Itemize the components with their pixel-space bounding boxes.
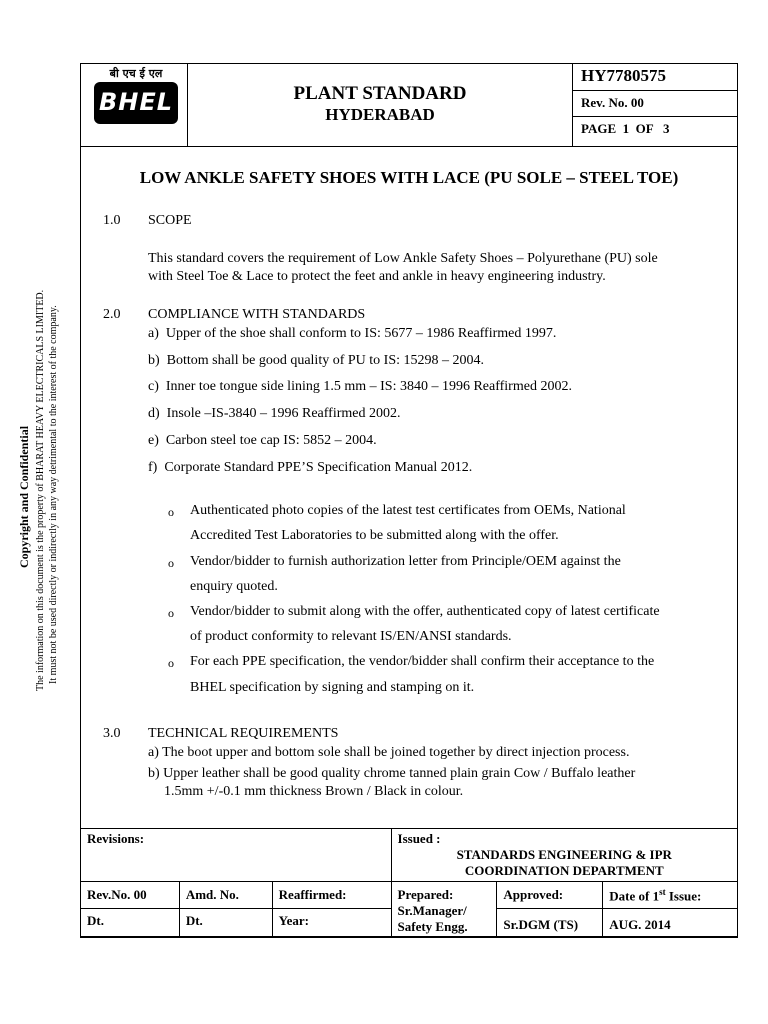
section-3-title: TECHNICAL REQUIREMENTS bbox=[148, 726, 339, 741]
page-indicator: PAGE 1 OF 3 bbox=[581, 121, 670, 136]
revision-number: Rev. No. 00 bbox=[581, 95, 644, 110]
revision-table bbox=[80, 828, 738, 938]
section-2-number: 2.0 bbox=[103, 307, 121, 322]
section-2-item-e: e) Carbon steel toe cap IS: 5852 – 2004. bbox=[148, 433, 377, 448]
section-1-number: 1.0 bbox=[103, 213, 121, 228]
amd-no-cell: Amd. No. bbox=[179, 882, 272, 909]
prepared-by-line1: Sr.Manager/ bbox=[397, 903, 467, 918]
bullet-1-line2: Accredited Test Laboratories to be submitted along with the offer. bbox=[190, 528, 559, 543]
bullet-marker: o bbox=[168, 656, 174, 670]
section-2-item-d: d) Insole –IS-3840 – 1996 Reaffirmed 2002. bbox=[148, 406, 401, 421]
prepared-cell bbox=[391, 882, 497, 938]
section-3-number: 3.0 bbox=[103, 726, 121, 741]
header-bottom-rule bbox=[80, 146, 738, 147]
bullet-2-line2: enquiry quoted. bbox=[190, 579, 278, 594]
bullet-marker: o bbox=[168, 505, 174, 519]
side-copyright-line1: The information on this document is the property of BHARAT HEAVY ELECTRICALS LIMITED. bbox=[35, 289, 46, 691]
section-2-item-b: b) Bottom shall be good quality of PU to IS: 15298 – 2004. bbox=[148, 353, 484, 368]
section-2-item-f: f) Corporate Standard PPE’S Specification Manual 2012. bbox=[148, 460, 473, 475]
issued-by-line2: COORDINATION DEPARTMENT bbox=[464, 863, 664, 878]
revision-table-row bbox=[81, 882, 738, 909]
side-copyright-line2: It must not be used directly or indirectly in any way detrimental to the interest of the company. bbox=[48, 305, 59, 684]
year-cell: Year: bbox=[272, 909, 391, 938]
first-issue-label-b: Issue: bbox=[665, 888, 702, 904]
bullet-2-line1: Vendor/bidder to furnish authorization letter from Principle/OEM against the bbox=[190, 554, 621, 569]
doc-number: HY7780575 bbox=[581, 66, 666, 85]
bullet-marker: o bbox=[168, 556, 174, 570]
issued-cell bbox=[391, 829, 737, 882]
prepared-label: Prepared: bbox=[397, 887, 454, 902]
issued-label: Issued : bbox=[397, 831, 441, 846]
first-issue-label-a: Date of 1 bbox=[609, 888, 660, 904]
first-issue-label-sup: st bbox=[659, 887, 666, 897]
rev-no-cell: Rev.No. 00 bbox=[81, 882, 180, 909]
bullet-3-line2: of product conformity to relevant IS/EN/ANSI standards. bbox=[190, 629, 512, 644]
side-copyright-heading: Copyright and Confidential bbox=[17, 425, 31, 568]
section-3-item-a: a) The boot upper and bottom sole shall be joined together by direct injection process. bbox=[148, 745, 630, 760]
section-2-item-c: c) Inner toe tongue side lining 1.5 mm – IS: 3840 – 1996 Reaffirmed 2002. bbox=[148, 379, 572, 394]
section-1-title: SCOPE bbox=[148, 213, 192, 228]
page-frame bbox=[80, 63, 738, 937]
dt-cell-2: Dt. bbox=[179, 909, 272, 938]
bullet-1-line1: Authenticated photo copies of the latest test certificates from OEMs, National bbox=[190, 503, 626, 518]
approved-by-cell: Sr.DGM (TS) bbox=[497, 909, 603, 938]
bhel-logo bbox=[92, 66, 180, 126]
document-title: LOW ANKLE SAFETY SHOES WITH LACE (PU SOLE – STEEL TOE) bbox=[139, 168, 679, 187]
revision-table-row bbox=[81, 829, 738, 882]
bullet-4-line2: BHEL specification by signing and stamping on it. bbox=[190, 680, 475, 695]
header-cell-rule-1 bbox=[572, 90, 738, 91]
section-2-item-a: a) Upper of the shoe shall conform to IS: 5677 – 1986 Reaffirmed 1997. bbox=[148, 326, 557, 341]
first-issue-cell bbox=[603, 882, 738, 909]
revisions-cell bbox=[81, 829, 392, 882]
header-divider-right bbox=[572, 63, 573, 147]
reaffirmed-cell: Reaffirmed: bbox=[272, 882, 391, 909]
logo-wordmark: BHEL bbox=[98, 88, 174, 116]
header-cell-rule-2 bbox=[572, 116, 738, 117]
prepared-by-line2: Safety Engg. bbox=[397, 919, 468, 934]
section-3-item-b-line1: b) Upper leather shall be good quality chrome tanned plain grain Cow / Buffalo leather bbox=[148, 766, 636, 781]
approved-cell: Approved: bbox=[497, 882, 603, 909]
section-2-title: COMPLIANCE WITH STANDARDS bbox=[148, 307, 366, 322]
bullet-4-line1: For each PPE specification, the vendor/bidder shall confirm their acceptance to the bbox=[190, 654, 655, 669]
revisions-label: Revisions: bbox=[87, 831, 145, 846]
bullet-3-line1: Vendor/bidder to submit along with the offer, authenticated copy of latest certificate bbox=[190, 604, 660, 619]
section-3-item-b-line2: 1.5mm +/-0.1 mm thickness Brown / Black in colour. bbox=[164, 784, 464, 799]
header-title: PLANT STANDARD bbox=[293, 83, 467, 104]
section-1-body-line1: This standard covers the requirement of Low Ankle Safety Shoes – Polyurethane (PU) sole bbox=[148, 251, 658, 266]
first-issue-date-cell: AUG. 2014 bbox=[603, 909, 738, 938]
logo-hindi-text: बी एच ई एल bbox=[109, 67, 163, 80]
bullet-marker: o bbox=[168, 606, 174, 620]
issued-by-line1: STANDARDS ENGINEERING & IPR bbox=[456, 847, 672, 862]
dt-cell-1: Dt. bbox=[81, 909, 180, 938]
section-1-body-line2: with Steel Toe & Lace to protect the feet and ankle in heavy engineering industry. bbox=[148, 269, 606, 284]
header-location: HYDERABAD bbox=[325, 105, 435, 124]
